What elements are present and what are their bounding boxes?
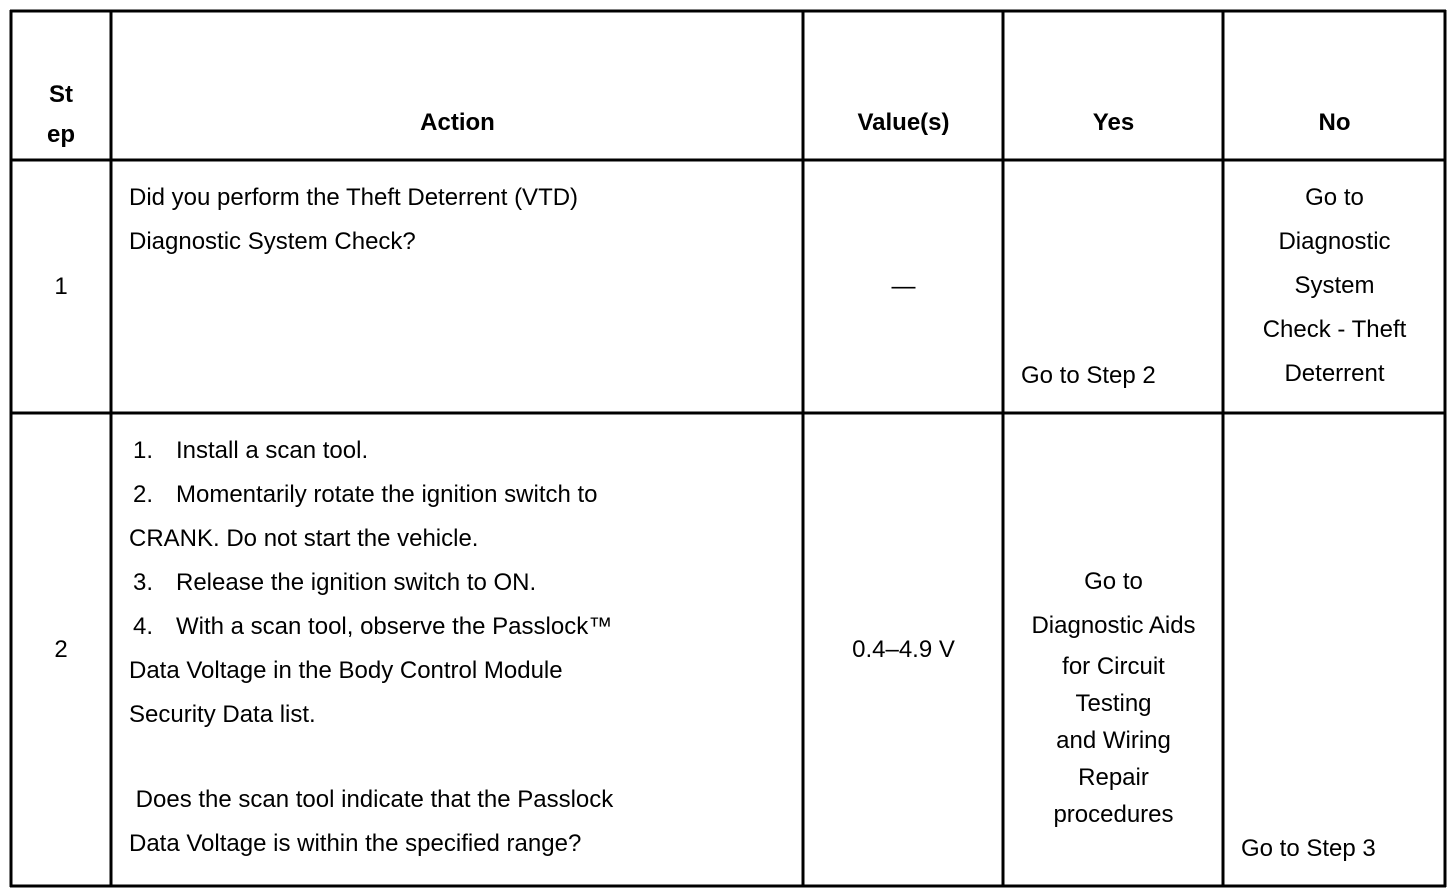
list-text-continuation: Data Voltage in the Body Control Module (129, 657, 563, 684)
list-text-continuation: CRANK. Do not start the vehicle. (129, 525, 479, 552)
header-step (12, 13, 110, 158)
header-step-line1: St (49, 81, 73, 108)
row2-action (113, 415, 802, 884)
row2-yes-line: and Wiring (1056, 727, 1171, 754)
row2-action-item-4 (129, 605, 802, 649)
header-action-label: Action (420, 109, 495, 136)
list-number: 3. (133, 569, 154, 596)
list-number: 1. (133, 437, 154, 464)
row2-yes-line: Go to (1084, 568, 1143, 595)
header-yes-label: Yes (1092, 109, 1135, 136)
row1-no-line: Deterrent (1284, 360, 1385, 387)
row2-yes-line: for Circuit (1062, 653, 1165, 680)
header-values-label: Value(s) (857, 109, 950, 136)
row1-value-text: — (891, 272, 916, 300)
row2-action-item-2 (129, 473, 802, 517)
header-no (1225, 13, 1444, 158)
row1-step-number: 1 (54, 272, 68, 300)
row2-yes-line: Testing (1075, 690, 1152, 717)
row1-no-line: Check - Theft (1262, 316, 1407, 343)
row1-no-line: Diagnostic (1278, 228, 1391, 255)
row1-action-line: Did you perform the Theft Deterrent (VTD) (129, 184, 579, 211)
row1-yes (1005, 162, 1222, 411)
row1-yes-text: Go to Step 2 (1021, 362, 1156, 389)
row1-action-line: Diagnostic System Check? (129, 228, 416, 255)
list-text-continuation: Security Data list. (129, 701, 316, 728)
row2-no (1225, 415, 1444, 884)
header-action (113, 13, 802, 158)
list-number: 2. (133, 481, 154, 508)
row1-no-line: Go to (1305, 184, 1364, 211)
row1-value (805, 162, 1002, 411)
row2-question-line: Data Voltage is within the specified range? (129, 830, 582, 857)
list-number: 4. (133, 613, 154, 640)
row2-yes (1005, 415, 1222, 884)
row2-yes-line: Repair (1078, 764, 1149, 791)
row2-action-item-1 (129, 429, 802, 473)
row2-yes-line: Diagnostic Aids (1031, 612, 1196, 639)
header-yes (1005, 13, 1222, 158)
row2-question-line: Does the scan tool indicate that the Passlock (129, 786, 614, 813)
row1-step (12, 162, 110, 411)
row2-step (12, 415, 110, 884)
row1-action (113, 162, 802, 411)
list-text: Install a scan tool. (176, 437, 369, 464)
row2-action-item-3 (129, 561, 802, 605)
list-text: With a scan tool, observe the Passlock™ (176, 613, 613, 640)
row2-value-text: 0.4–4.9 V (852, 635, 955, 663)
header-step-line2: ep (46, 121, 75, 148)
list-text: Release the ignition switch to ON. (176, 569, 537, 596)
row1-no (1225, 162, 1444, 411)
row2-yes-line: procedures (1053, 801, 1174, 828)
row2-no-text: Go to Step 3 (1241, 835, 1376, 862)
header-no-label: No (1318, 109, 1351, 136)
row1-no-line: System (1294, 272, 1375, 299)
row2-step-number: 2 (54, 635, 68, 663)
row2-value (805, 415, 1002, 884)
header-values (805, 13, 1002, 158)
list-text: Momentarily rotate the ignition switch to (176, 481, 598, 508)
